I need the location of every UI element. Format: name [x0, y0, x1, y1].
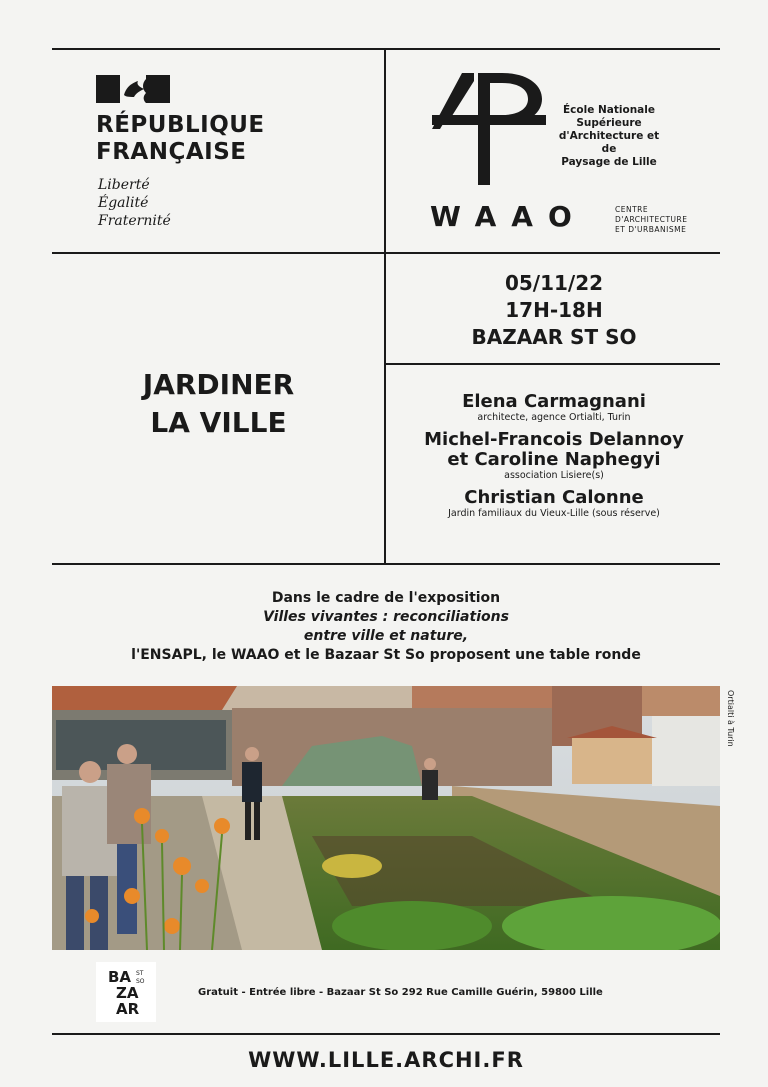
event-info [388, 270, 720, 351]
waao-logo: WAAO [430, 200, 587, 233]
republique-motto: Liberté Égalité Fraternité [98, 177, 171, 229]
ensapl-logo-icon [432, 73, 546, 185]
header-rule [52, 252, 720, 254]
speaker-item [388, 488, 720, 520]
photo-credit: Ortialti à Turin [726, 690, 735, 747]
website-url[interactable]: WWW.LILLE.ARCHI.FR [248, 1048, 524, 1072]
speaker-name: et Caroline Naphegyi [447, 449, 661, 470]
rooftop-garden-photo [52, 686, 720, 950]
speaker-role: association Lisiere(s) [504, 470, 604, 481]
event-address: Gratuit - Entrée libre - Bazaar St So 292 Rue Camille Guérin, 59800 Lille [198, 987, 603, 998]
speaker-role: architecte, agence Ortialti, Turin [477, 412, 631, 423]
speaker-item [388, 430, 720, 482]
speaker-role: Jardin familiaux du Vieux-Lille (sous réserve) [448, 508, 660, 519]
event-date: 05/11/22 [504, 271, 604, 295]
speaker-name: Elena Carmagnani [462, 391, 646, 412]
waao-subtitle: CENTRE D'ARCHITECTURE ET D'URBANISME [615, 205, 688, 234]
footer-rule [52, 1033, 720, 1035]
speaker-name: Michel-Francois Delannoy [424, 429, 684, 450]
intro-text: Dans le cadre de l'exposition Villes vivantes : reconciliations entre ville et nature, l'ENSAPL, le WAAO et le Bazaar St So proposent une table ronde [131, 590, 641, 663]
event-title: JARDINER LA VILLE [142, 368, 295, 439]
top-rule [52, 48, 720, 50]
republique-title: RÉPUBLIQUE FRANÇAISE [96, 112, 265, 165]
bazaar-logo: BA ST SO ZA AR [96, 962, 156, 1022]
event-time: 17H-18H [505, 298, 603, 322]
speakers-list [388, 392, 720, 526]
center-divider [384, 48, 386, 564]
speaker-item [388, 392, 720, 424]
speaker-name: Christian Calonne [464, 487, 644, 508]
event-place: BAZAAR ST SO [471, 325, 637, 349]
school-name: École Nationale Supérieure d'Architecture et de Paysage de Lille [558, 104, 660, 168]
marianne-logo-icon [96, 75, 170, 103]
date-rule [386, 363, 720, 365]
info-rule [52, 563, 720, 565]
